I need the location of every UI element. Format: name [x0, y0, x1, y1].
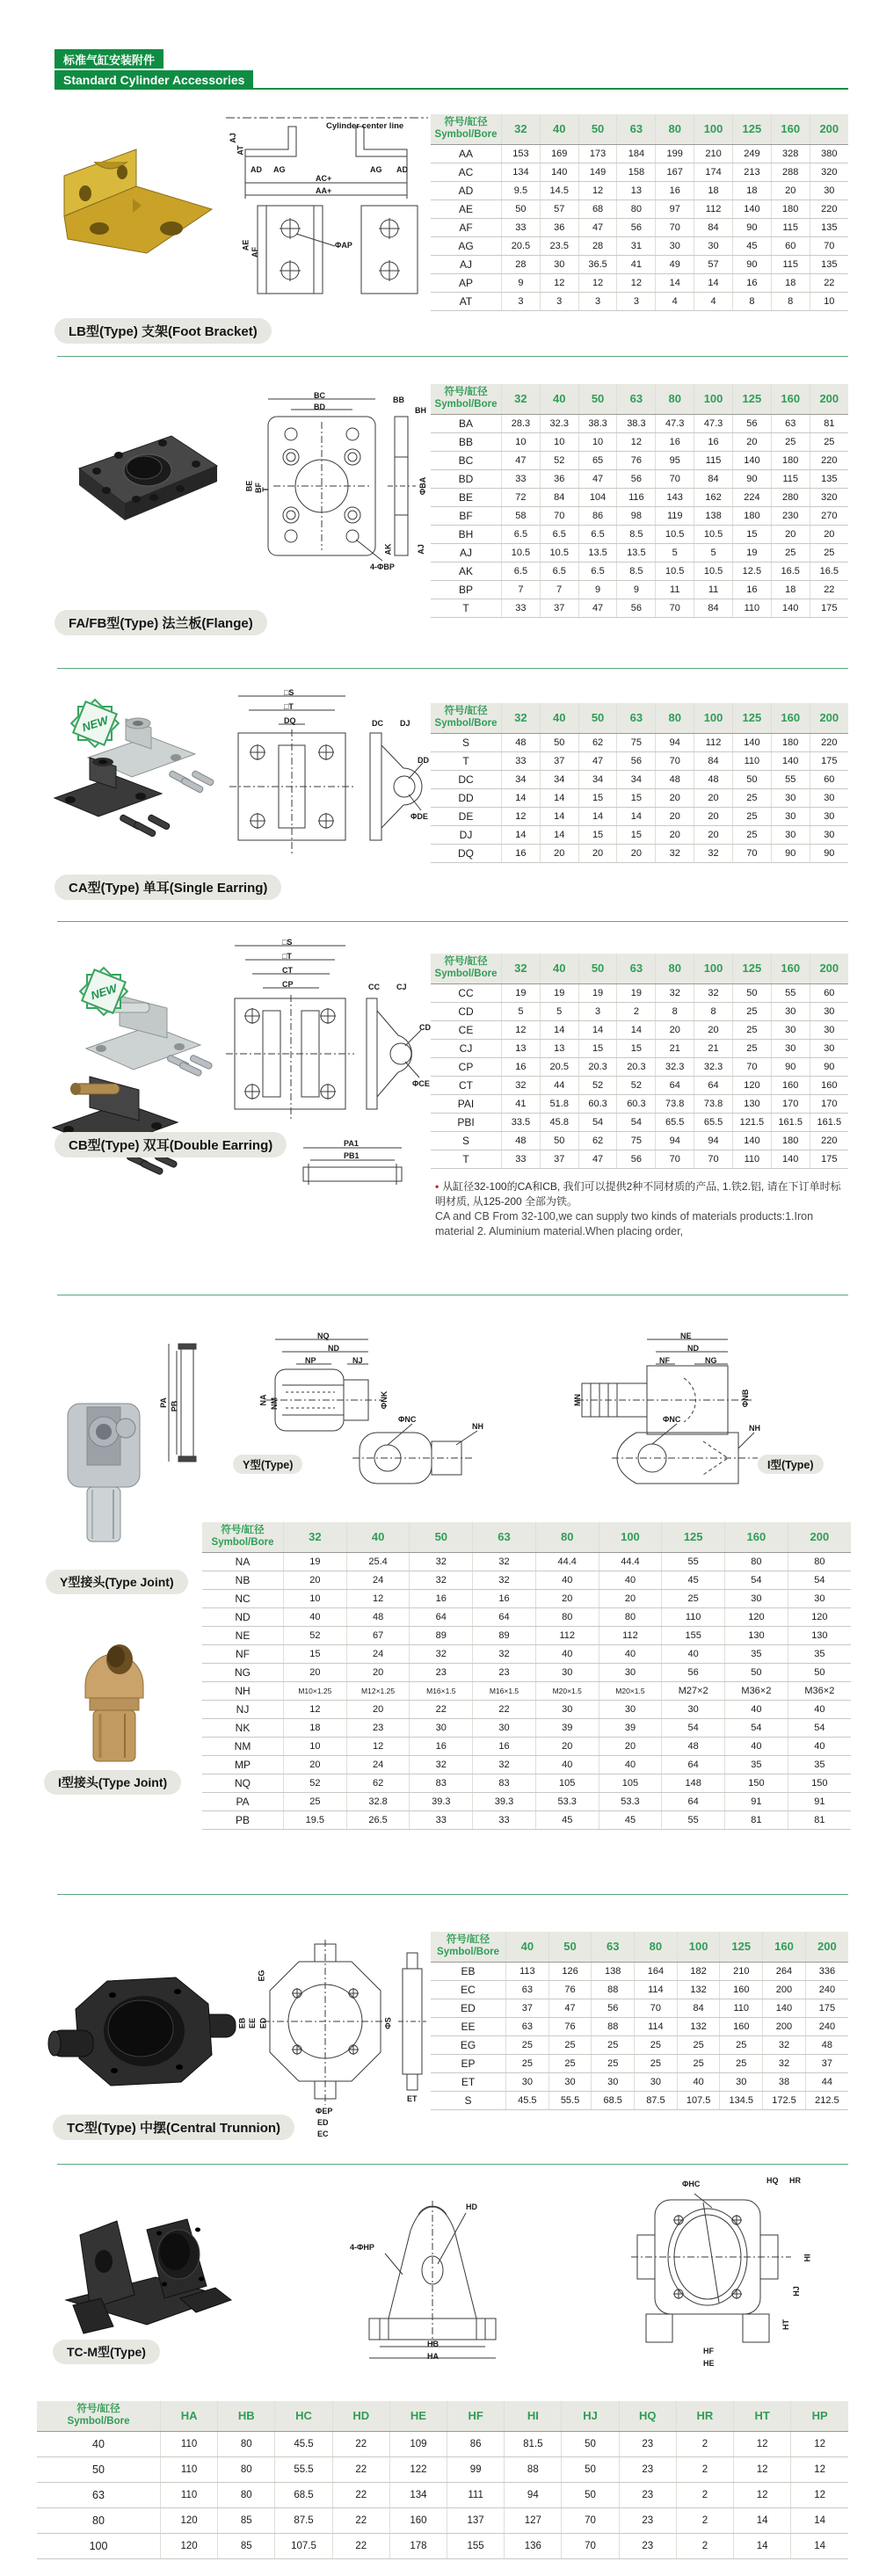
i-dim-nb: ΦNB	[741, 1389, 751, 1408]
yi-dimension-table: 符号/缸径 Symbol/Bore 32 40 50 63 80 100 125 160 200 NA 19 25.4 32 32 44.4 44.4 55 80 80 NB 20 24 32 32 40 40 45 54 54 NC 10 12 16 16 20 20 25 30 30 ND 40 48 64 64 80 80 110 120 120 NE 52 67 89 89 112 112 155 130 130 NF 15 24 32 32 40 40 40 35 35 NG 20 20 23 23 30 30 56 50 50 NH M10×1.25 M12×1.25 M16×1.5 M16×1.5 M20×1.5 M20×1.5 M27×2 M36×2 M36×2 NJ 12 20 22 22 30 30 30 40 40 NK 18 23 30 30 39 39 54 54 54 NM 10 12 16 16 20 20 48 40 40 MP 20 24 32 32 40 40 64 35 35 NQ 52 62 83 83 105 105 148 150 150 PA 25 32.8 39.3 39.3 53.3 53.3 64 91 91 PB 19.5 26.5 33 33 45 45 55 81 81	[202, 1522, 851, 1830]
lb-dim-ad2: AD	[396, 165, 408, 174]
cb-material-note	[435, 1179, 848, 1240]
fafb-dim-be: BE	[244, 480, 254, 492]
page-title-cn: 标准气缸安装附件	[54, 49, 163, 69]
y-joint-photo	[48, 1393, 163, 1569]
i-dim-ne: NE	[680, 1332, 692, 1340]
cb-new-badge-text: NEW	[89, 981, 119, 1002]
ca-technical-drawing	[222, 678, 431, 885]
lb-dim-ac: AC+	[316, 174, 332, 183]
ca-dim-de: ΦDE	[410, 812, 428, 821]
tc-dim-ed2: ED	[317, 2118, 329, 2127]
lb-dim-aa: AA+	[316, 186, 332, 195]
section-separator	[57, 921, 848, 922]
tcm-dim-hr: HR	[789, 2176, 801, 2185]
tc-dim-et: ET	[407, 2094, 418, 2103]
cb-dim-ct: CT	[282, 966, 293, 975]
tc-dim-ed: ED	[258, 2017, 268, 2029]
i-dim-nc: ΦNC	[663, 1415, 681, 1424]
fafb-dim-bd: BD	[314, 403, 325, 411]
cb-dim-cp: CP	[282, 980, 294, 989]
fafb-technical-drawing	[222, 380, 431, 635]
tcm-dim-hc: ΦHC	[682, 2180, 701, 2188]
pin-dim-pa: PA	[158, 1397, 168, 1408]
y-dim-nj: NJ	[352, 1356, 363, 1365]
i-type-pill: I型(Type)	[758, 1455, 824, 1474]
y-dim-nh: NH	[472, 1422, 483, 1431]
tcm-dim-ha: HA	[427, 2352, 439, 2361]
cb-dim-cc: CC	[368, 983, 380, 991]
ca-new-badge-text: NEW	[80, 713, 110, 734]
y-dim-nd: ND	[328, 1344, 339, 1353]
y-dim-np: NP	[305, 1356, 316, 1365]
ca-product-photo	[35, 694, 237, 874]
i-dim-mn: MN	[573, 1394, 582, 1406]
tc-dim-s: ΦS	[383, 2017, 393, 2029]
i-joint-side-drawing	[607, 1415, 765, 1503]
tc-dim-ep: ΦEP	[316, 2107, 333, 2115]
ca-dimension-table: 符号/缸径 Symbol/Bore 32 40 50 63 80 100 125 160 200 S 48 50 62 75 94 112 140 180 220 T 33 37 47 56 70 84 110 140 175 DC 34 34 34 34 48 48 50 55 60 DD 14 14 15 15 20 20 25 30 30 DE 12 14 14 14 20 20 25 30 30 DJ 14 14 15 15 20 20 25 30 30 DQ 16 20 20 20 32 32 70 90 90	[431, 703, 848, 863]
y-dim-nk: ΦNK	[380, 1390, 389, 1410]
i-joint-photo	[63, 1615, 164, 1774]
tcm-dim-hb: HB	[427, 2340, 439, 2348]
cb-dim-s: □S	[282, 938, 293, 947]
section-separator	[57, 668, 848, 669]
i-dim-ng: NG	[705, 1356, 717, 1365]
y-dim-nq: NQ	[317, 1332, 330, 1340]
cb-dimension-table: 符号/缸径 Symbol/Bore 32 40 50 63 80 100 125 160 200 CC 19 19 19 19 32 32 50 55 60 CD 5 5 3 2 8 8 25 30 30 CE 12 14 14 14 20 20 25 30 30 CJ 13 13 15 15 21 21 25 30 30 CP 16 20.5 20.3 20.3 32.3 32.3 70 90 90 CT 32 44 52 52 64 64 120 160 160 PAI 41 51.8 60.3 60.3 73.8 73.8 130 170 170 PBI 33.5 45.8 54 54 65.5 65.5 121.5 161.5 161.5 S 48 50 62 75 94 94 140 180 220 T 33 37 47 56 70 70 110 140 175	[431, 954, 848, 1169]
tc-product-photo	[44, 1953, 246, 2111]
lb-dim-ag: AG	[273, 165, 286, 174]
i-joint-label: I型接头(Type Joint)	[44, 1770, 181, 1795]
lb-dimension-table: 符号/缸径 Symbol/Bore 32 40 50 63 80 100 125 160 200 AA 153 169 173 184 199 210 249 328 380 AC 134 140 149 158 167 174 213 288 320 AD 9.5 14.5 12 13 16 18 18 20 30 AE 50 57 68 80 97 112 140 180 220 AF 33 36 47 56 70 84 90 115 135 AG 20.5 23.5 28 31 30 30 45 60 70 AJ 28 30 36.5 41 49 57 90 115 135 AP 9 12 12 12 14 14 16 18 22 AT 3 3 3 3 4 4 8 8 10	[431, 114, 848, 311]
i-dim-nf: NF	[659, 1356, 670, 1365]
note-text-en: CA and CB From 32-100,we can supply two kinds of materials products:1.Iron material 2. Aluminium material.When placing order,	[435, 1209, 814, 1238]
fafb-dim-ak: AK	[383, 543, 393, 555]
lb-product-photo	[48, 130, 224, 262]
i-dim-nd: ND	[687, 1344, 699, 1353]
y-dim-nc: ΦNC	[398, 1415, 417, 1424]
tcm-dim-he: HE	[703, 2359, 715, 2368]
tcm-dimension-table: 符号/缸径 Symbol/Bore HA HB HC HD HE HF HI HJ HQ HR HT HP 40 110 80 45.5 22 109 86 81.5 50 23 2 12 12 50 110 80 55.5 22 122 99 88 50 23 2 12 12 63 110 80 68.5 22 134 111 94 50 23 2 12 12 80 120 85 87.5 22 160 137 127 70 23 2 14 14 100 120 85 107.5 22 178 155 136 70 23 2 14 14	[37, 2401, 848, 2559]
pin-technical-drawing	[158, 1332, 216, 1477]
ca-dim-t: □T	[284, 702, 294, 711]
page-title-en: Standard Cylinder Accessories	[54, 70, 253, 90]
pin-dim-pb: PB	[170, 1400, 179, 1412]
y-joint-side-drawing	[347, 1415, 488, 1503]
fafb-dim-bc: BC	[314, 391, 325, 400]
lb-dim-ag2: AG	[370, 165, 382, 174]
tcm-dim-hp: 4-ΦHP	[350, 2243, 374, 2252]
fafb-product-photo	[48, 420, 224, 552]
tcm-side-drawing	[607, 2169, 817, 2369]
ca-dim-dj: DJ	[400, 719, 410, 728]
fafb-section-label: FA/FB型(Type) 法兰板(Flange)	[54, 610, 267, 635]
lb-dim-centerline: Cylinder center line	[326, 121, 404, 131]
fafb-dim-bh: BH	[415, 406, 426, 415]
tc-section-label: TC型(Type) 中摆(Central Trunnion)	[53, 2115, 294, 2140]
tc-technical-drawing	[224, 1938, 431, 2140]
section-separator	[57, 1894, 848, 1895]
tcm-dim-hd: HD	[466, 2202, 477, 2211]
fafb-dim-aj: AJ	[416, 544, 425, 555]
ca-dim-s: □S	[284, 688, 294, 697]
cb-dim-ce: ΦCE	[412, 1079, 430, 1088]
tc-dim-ec: EC	[317, 2130, 329, 2138]
note-text-cn: 从缸径32-100的CA和CB, 我们可以提供2种不同材质的产品, 1.铁2.铝, 请在下订单时标明材质, 从125-200 全部为铁。	[435, 1180, 841, 1208]
fafb-dim-bp: 4-ΦBP	[370, 562, 395, 571]
y-joint-label: Y型接头(Type Joint)	[46, 1570, 188, 1594]
fafb-dimension-table: 符号/缸径 Symbol/Bore 32 40 50 63 80 100 125 160 200 BA 28.3 32.3 38.3 38.3 47.3 47.3 56 63 81 BB 10 10 10 12 16 16 20 25 25 BC 47 52 65 76 95 115 140 180 220 BD 33 36 47 56 70 84 90 115 135 BE 72 84 104 116 143 162 224 280 320 BF 58 70 86 98 119 138 180 230 270 BH 6.5 6.5 6.5 8.5 10.5 10.5 15 20 20 AJ 10.5 10.5 13.5 13.5 5 5 19 25 25 AK 6.5 6.5 6.5 8.5 10.5 10.5 12.5 16.5 16.5 BP 7 7 9 9 11 11 16 18 22 T 33 37 47 56 70 84 110 140 175	[431, 384, 848, 618]
lb-dim-aj: AJ	[228, 133, 237, 143]
y-dim-nm: NM	[270, 1397, 279, 1410]
fafb-dim-bb: BB	[393, 395, 404, 404]
ca-dim-dd: DD	[418, 756, 429, 765]
fafb-dim-ba: ΦBA	[418, 476, 428, 496]
header-rule	[244, 88, 848, 90]
y-type-pill: Y型(Type)	[233, 1455, 302, 1474]
cb-dim-cd: CD	[419, 1023, 431, 1032]
tc-dim-eb: EB	[237, 2017, 247, 2029]
lb-dim-af: AF	[251, 247, 259, 258]
cb-dim-cj: CJ	[396, 983, 407, 991]
tcm-dim-hq: HQ	[766, 2176, 779, 2185]
section-separator	[57, 356, 848, 357]
lb-dim-ap: ΦAP	[335, 241, 352, 250]
cb-section-label: CB型(Type) 双耳(Double Earring)	[54, 1132, 287, 1157]
tcm-section-label: TC-M型(Type)	[53, 2340, 160, 2364]
ca-dim-dq: DQ	[284, 716, 296, 725]
fafb-dim-bf: BF	[254, 483, 263, 493]
tc-dim-eg: EG	[257, 1970, 266, 1982]
i-dim-nh: NH	[749, 1424, 760, 1433]
lb-dim-at: AT	[236, 145, 245, 156]
lb-dim-ae: AE	[241, 239, 251, 251]
fafb-dim-t: T	[260, 487, 270, 492]
tcm-dim-hi: HI	[803, 2253, 812, 2262]
tcm-dim-hj: HJ	[791, 2286, 801, 2297]
tcm-front-drawing	[334, 2178, 536, 2369]
lb-section-label: LB型(Type) 支架(Foot Bracket)	[54, 318, 272, 344]
ca-new-badge	[70, 699, 120, 748]
note-bullet: •	[435, 1180, 440, 1193]
cb-product-photo	[35, 954, 237, 1195]
tcm-dim-ht: HT	[781, 2319, 790, 2330]
tc-dimension-table: 符号/缸径 Symbol/Bore 40 50 63 80 100 125 160 200 EB 113 126 138 164 182 210 264 336 EC 63 76 88 114 132 160 200 240 ED 37 47 56 70 84 110 140 175 EE 63 76 88 114 132 160 200 240 EG 25 25 25 25 25 25 32 48 EP 25 25 25 25 25 25 32 37 ET 30 30 30 30 40 30 38 44 S 45.5 55.5 68.5 87.5 107.5 134.5 172.5 212.5	[431, 1932, 848, 2110]
lb-technical-drawing	[222, 107, 431, 314]
lb-dim-ad: AD	[251, 165, 262, 174]
cb-new-badge	[79, 967, 128, 1016]
cb-dim-pb1: PB1	[344, 1151, 360, 1160]
cb-dim-t: □T	[282, 952, 292, 961]
tcm-dim-hf: HF	[703, 2347, 714, 2355]
cb-technical-drawing	[222, 930, 431, 1202]
y-dim-na: NA	[258, 1394, 268, 1406]
ca-section-label: CA型(Type) 单耳(Single Earring)	[54, 874, 281, 900]
ca-dim-dc: DC	[372, 719, 383, 728]
tc-dim-ee: EE	[248, 2017, 258, 2029]
cb-dim-pa1: PA1	[344, 1139, 359, 1148]
tcm-product-photo	[48, 2193, 246, 2347]
section-separator	[57, 2164, 848, 2165]
